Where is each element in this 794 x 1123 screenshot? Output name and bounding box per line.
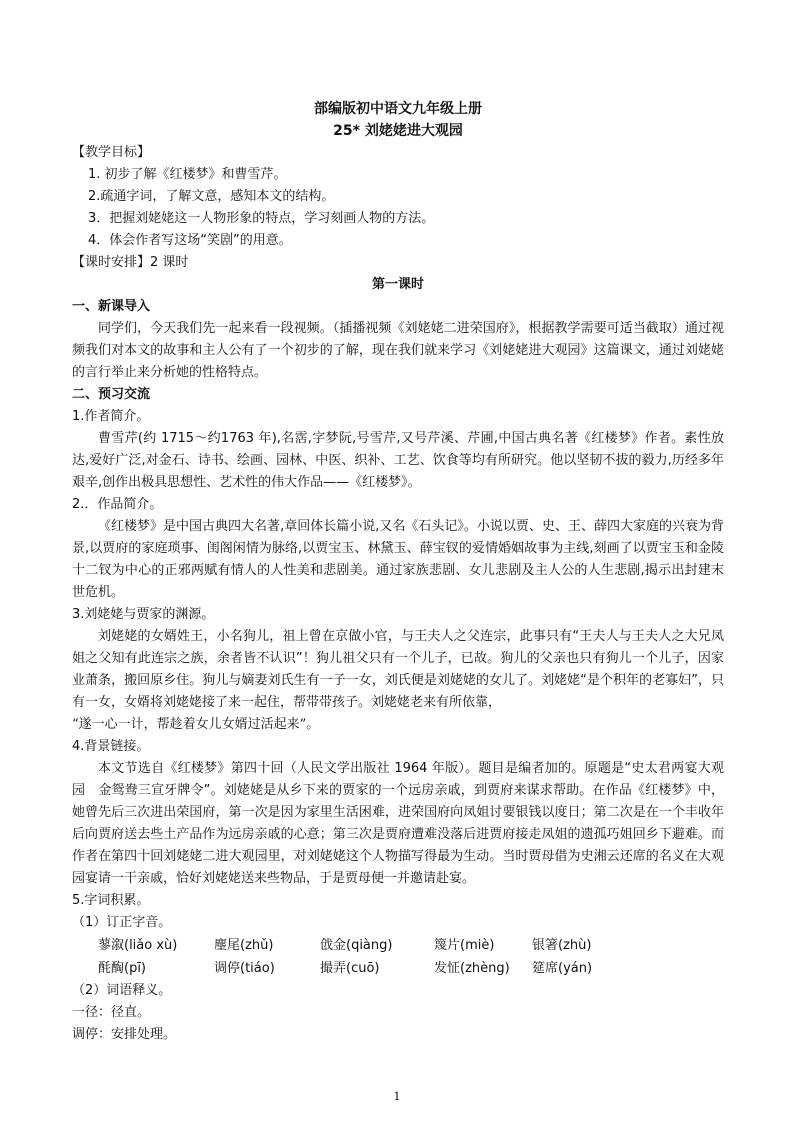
vocab-item: 酕醄(pī) (98, 961, 147, 976)
objectives-label: 【教学目标】 (72, 145, 151, 160)
relation-heading: 3.刘姥姥与贾家的渊源。 (72, 607, 215, 622)
vocab-item: 麈尾(zhǔ) (214, 938, 274, 953)
document-title: 部编版初中语文九年级上册 (314, 101, 482, 117)
vocab-item: 篾片(miè) (434, 938, 495, 953)
definition-1: 一径：径直。 (72, 1005, 151, 1020)
author-heading: 1.作者简介。 (72, 409, 150, 424)
work-paragraph: 《红楼梦》是中国古典四大名著,章回体长篇小说,又名《石头记》。小说以贾、史、王、薛四大家庭的兴衰为背景,以贾府的家庭琐事、闺阁闲情为脉络,以贾宝玉、林黛玉、薛宝钗的爱情婚姻故事为主线,刻画了以贾宝玉和金陵十二钗为中心的正邪两赋有情人的人性美和悲剧美。通过家族悲剧、女儿悲剧及主人公的人生悲剧,揭示出封建末世危机。 (72, 519, 724, 600)
section1-heading: 一、新课导入 (72, 299, 151, 314)
section2-heading: 二、预习交流 (72, 387, 151, 402)
lesson-title: 25* 刘姥姥进大观园 (333, 123, 463, 139)
vocab-item: 调停(tiáo) (214, 961, 275, 976)
background-paragraph: 本文节选自《红楼梦》第四十回（人民文学出版社 1964 年版）。题目是编者加的。原题是“史太君两宴大观园 金鸳鸯三宣牙牌令”。刘姥姥是从乡下来的贾家的一个远房亲戚，到贾府来谋求帮助。在作品《红楼梦》中，她曾先后三次进出荣国府，第一次是因为家里生活困难，进荣国府向凤姐讨要银钱以度日；第二次是在一个丰收年后向贾府送去些土产品作为远房亲戚的心意；第三次是贾府遭难没落后进贾府接走凤姐的遗孤巧姐回乡下避难。而作者在第四十回刘姥姥二进大观园里，对刘姥姥这个人物描写得最为生动。当时贾母借为史湘云还席的名义在大观园宴请一干亲戚，恰好刘姥姥送来些物品，于是贾母便一并邀请赴宴。 (72, 761, 724, 886)
lesson1-title: 第一课时 (371, 277, 424, 292)
vocab-row-2 (72, 957, 724, 980)
pronunciation-label: （1）订正字音。 (72, 915, 172, 930)
background-heading: 4.背景链接。 (72, 739, 150, 754)
vocab-heading: 5.字词积累。 (72, 893, 150, 908)
vocab-item: 蓼溆(liǎo xù) (98, 938, 178, 953)
page-number: 1 (393, 1090, 401, 1103)
vocab-item: 筵席(yán) (532, 961, 593, 976)
vocab-item: 撮弄(cuō) (320, 961, 380, 976)
definition-label: （2）词语释义。 (72, 983, 172, 998)
relation-quote: “遂一心一计，帮趁着女儿女婿过活起来”。 (72, 717, 320, 732)
objective-item-2: 2.疏通字词，了解文意，感知本文的结构。 (88, 189, 335, 204)
author-paragraph: 曹雪芹(约 1715～约1763 年),名霑,字梦阮,号雪芹,又号芹溪、芹圃,中国古典名著《红楼梦》作者。素性放达,爱好广泛,对金石、诗书、绘画、园林、中医、织补、工艺、饮食等均有所研究。他以坚韧不拔的毅力,历经多年艰辛,创作出极具思想性、艺术性的伟大作品——《红楼梦》。 (72, 431, 724, 490)
vocab-item: 发怔(zhèng) (434, 961, 510, 976)
objective-item-3: 3．把握刘姥姥这一人物形象的特点，学习刻画人物的方法。 (88, 211, 435, 226)
objective-item-4: 4．体会作者写这场“笑剧”的用意。 (88, 233, 292, 248)
objective-item-1: 1. 初步了解《红楼梦》和曹雪芹。 (88, 167, 287, 182)
vocab-item: 银箸(zhù) (532, 938, 592, 953)
section1-paragraph: 同学们，今天我们先一起来看一段视频。（插播视频《刘姥姥二进荣国府》，根据教学需要可适当截取）通过视频我们对本文的故事和主人公有了一个初步的了解，现在我们就来学习《刘姥姥进大观园》这篇课文，通过刘姥姥的言行举止来分析她的性格特点。 (72, 321, 724, 380)
document-body (72, 98, 724, 1046)
vocab-item: 戗金(qiàng) (320, 938, 393, 953)
schedule-text: 【课时安排】2 课时 (72, 255, 189, 270)
relation-paragraph: 刘姥姥的女婿姓王，小名狗儿，祖上曾在京做小官，与王夫人之父连宗，此事只有“王夫人与王夫人之大兄凤姐之父知有此连宗之族，余者皆不认识”！狗儿祖父只有一个儿子，已故。狗儿的父亲也只有狗儿一个儿子，因家业萧条，搬回原乡住。狗儿与嫡妻刘氏生有一子一女，刘氏便是刘姥姥的女儿了。刘姥姥“是个积年的老寡妇”，只有一女，女婿将刘姥姥接了来一起住，帮带带孩子。刘姥姥老来有所依靠， (72, 629, 724, 710)
work-heading: 2.．作品简介。 (72, 497, 163, 512)
vocab-row-1 (72, 934, 724, 957)
definition-2: 调停：安排处理。 (72, 1027, 177, 1042)
